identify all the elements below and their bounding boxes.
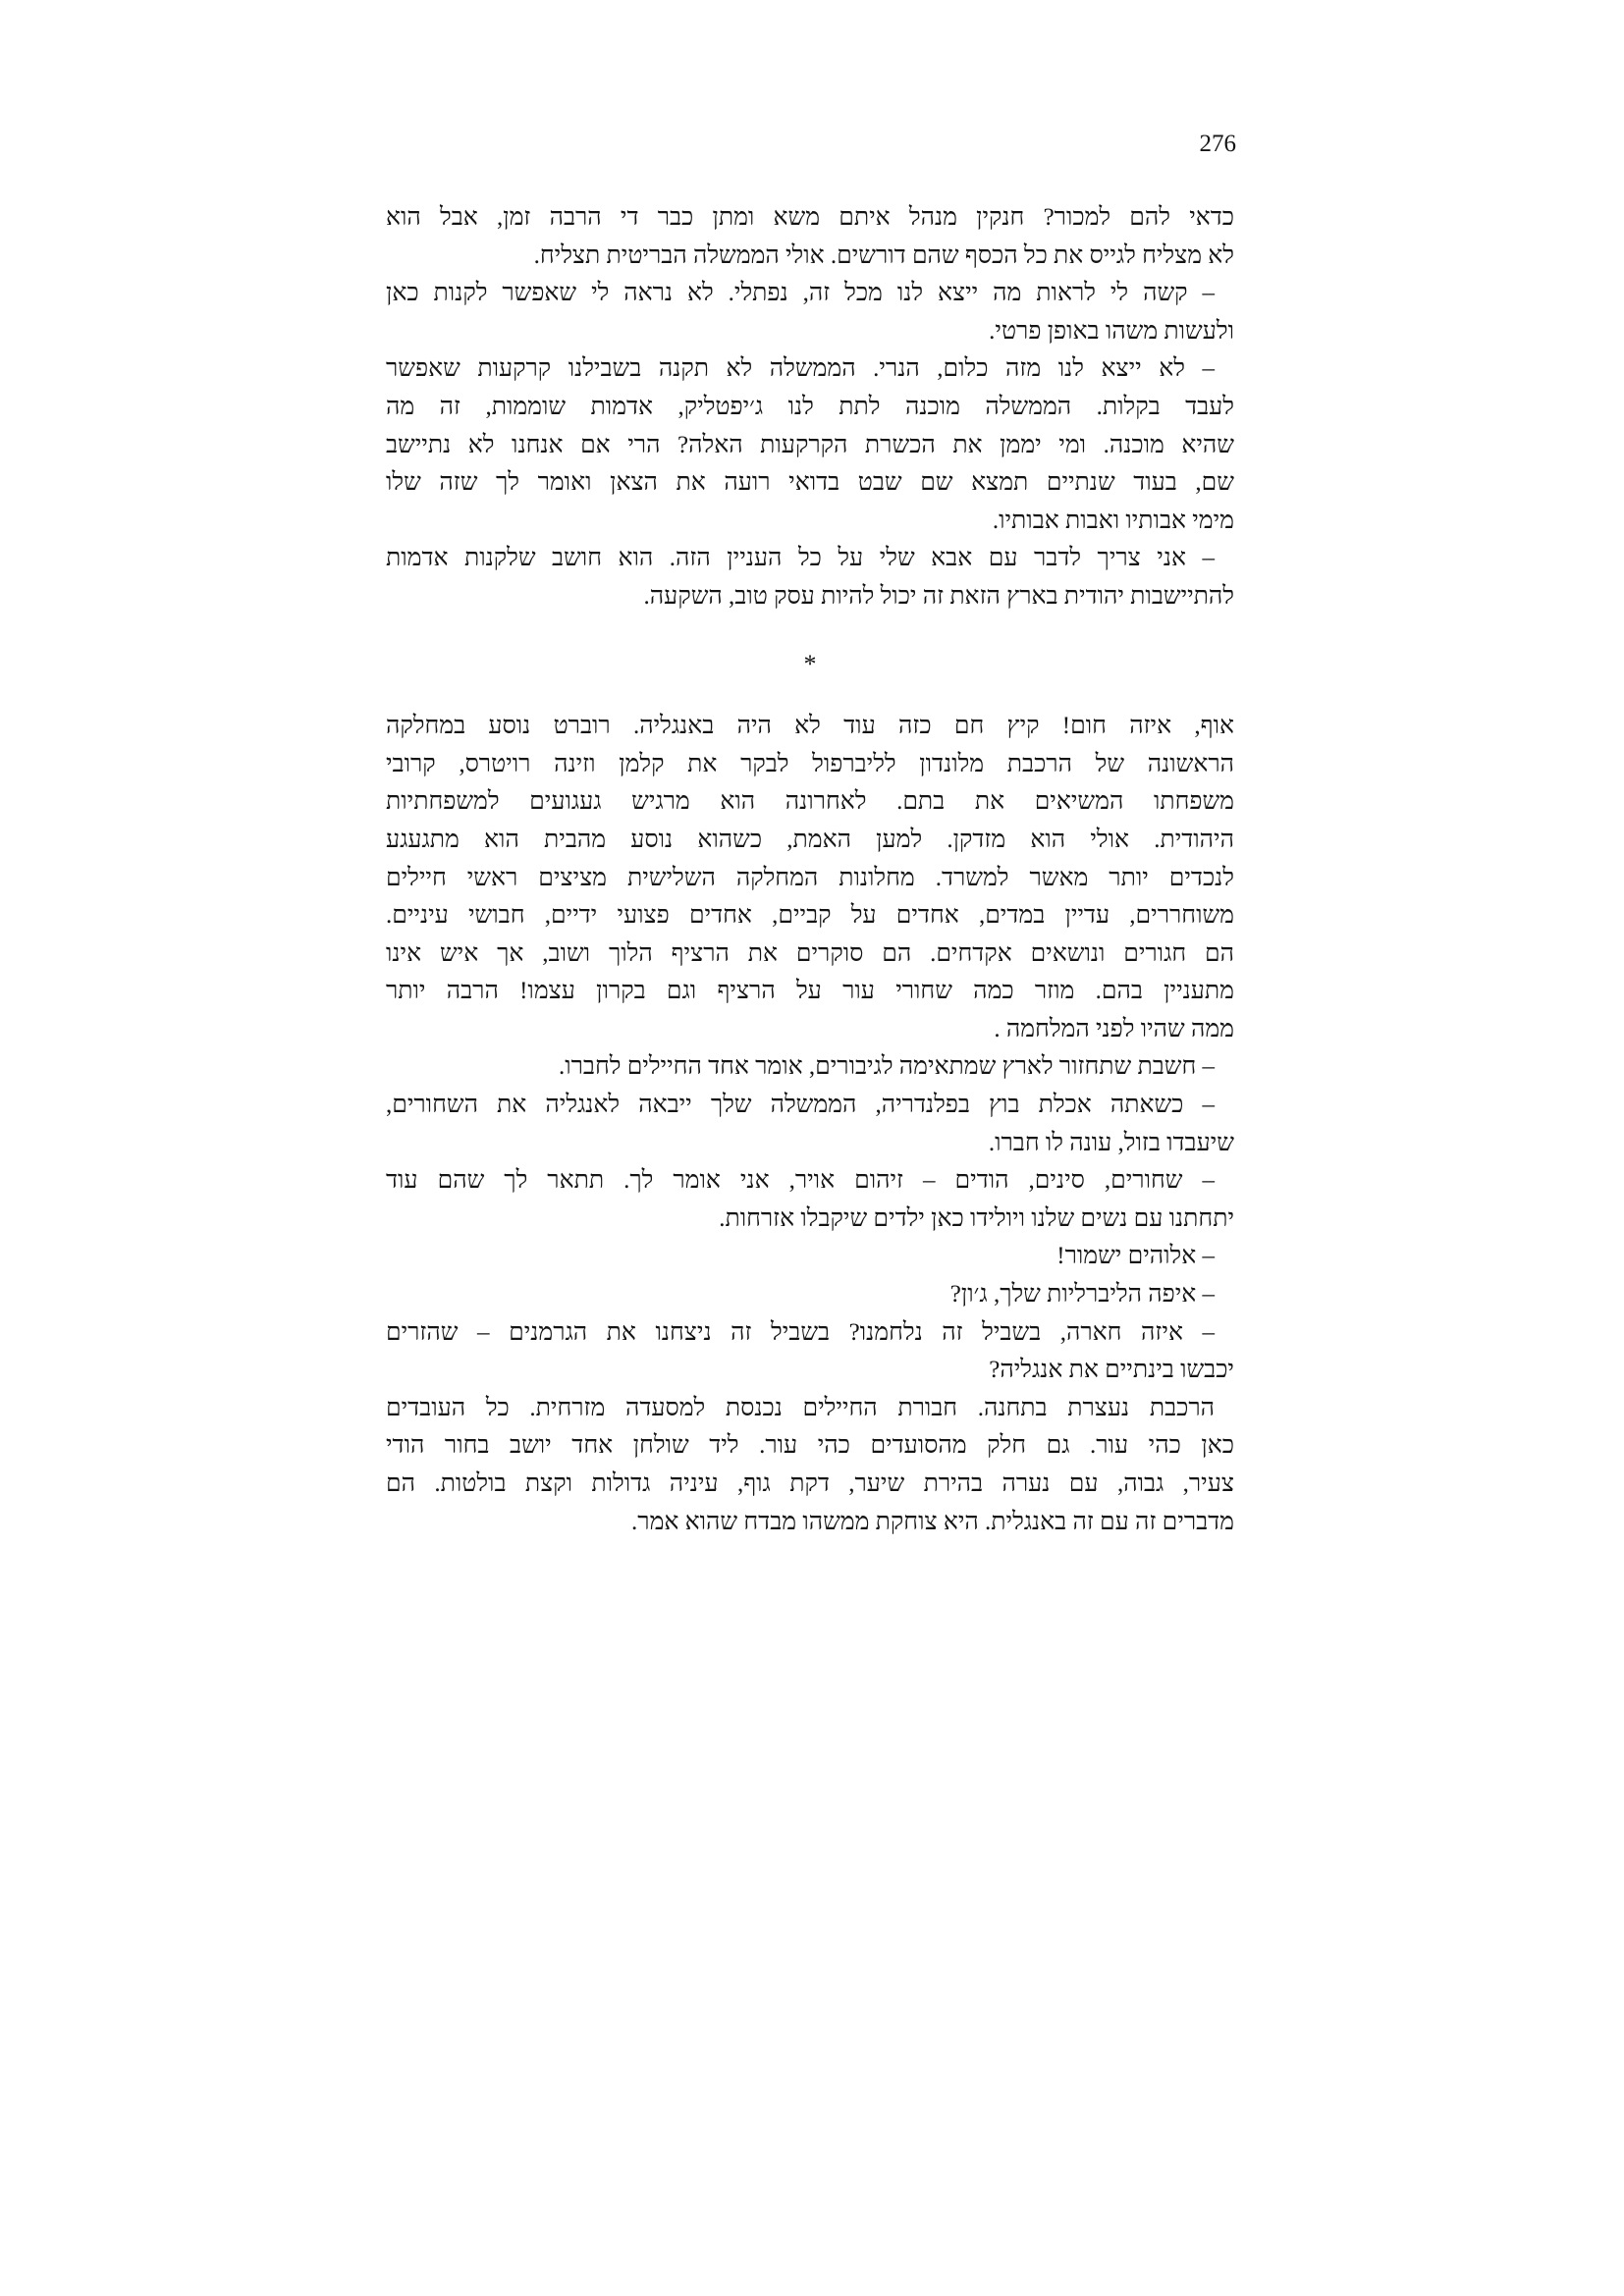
- text-line: היהודית. אולי הוא מזדקן. למען האמת, כשהוא נוסע מהבית הוא מתגעגע: [386, 826, 1234, 853]
- dialogue-paragraph: [386, 1238, 1234, 1276]
- paragraph: [386, 199, 1234, 275]
- text-line: – אלוהים ישמור!: [1056, 1243, 1215, 1270]
- text-line: כדאי להם למכור? חנקין מנהל איתם משא ומתן כבר די הרבה זמן, אבל הוא: [386, 204, 1234, 231]
- dialogue-paragraph: [386, 350, 1234, 540]
- text-line: לעבד בקלות. הממשלה מוכנה לתת לנו ג׳יפטליק, אדמות שוממות, זה מה: [386, 393, 1234, 420]
- text-line: – שחורים, סינים, הודים – זיהום אויר, אני אומר לך. תתאר לך שהם עוד: [386, 1167, 1215, 1195]
- dialogue-paragraph: [386, 1048, 1234, 1087]
- dialogue-paragraph: [386, 1162, 1234, 1238]
- text-line: מימי אבותיו ואבות אבותיו.: [992, 507, 1234, 534]
- text-line: שיעבדו בזול, עונה לו חברו.: [988, 1129, 1234, 1156]
- text-line: להתיישבות יהודית בארץ הזאת זה יכול להיות עסק טוב, השקעה.: [643, 582, 1234, 610]
- dialogue-paragraph: [386, 1087, 1234, 1162]
- text-line: – איזה חארה, בשביל זה נלחמנו? בשביל זה ניצחנו את הגרמנים – שהזרים: [386, 1318, 1215, 1346]
- page-number: 276: [1199, 131, 1236, 157]
- text-line: ממה שהיו לפני המלחמה .: [994, 1015, 1234, 1042]
- dialogue-paragraph: [386, 1314, 1234, 1390]
- text-line: – קשה לי לראות מה ייצא לנו מכל זה, נפתלי. לא נראה לי שאפשר לקנות כאן: [386, 280, 1215, 307]
- text-line: לנכדים יותר מאשר למשרד. מחלונות המחלקה השלישית מציצים ראשי חיילים: [386, 864, 1234, 891]
- text-line: – אני צריך לדבר עם אבא שלי על כל העניין הזה. הוא חושב שלקנות אדמות: [386, 545, 1215, 572]
- dialogue-paragraph: [386, 275, 1234, 350]
- text-line: לא מצליח לגייס את כל הכסף שהם דורשים. אולי הממשלה הבריטית תצליח.: [533, 241, 1234, 269]
- text-line: משוחררים, עדיין במדים, אחדים על קביים, אחדים פצועי ידיים, חבושי עיניים.: [386, 902, 1234, 930]
- text-line: הם חגורים ונושאים אקדחים. הם סוקרים את הרציף הלוך ושוב, אך איש אינו: [386, 939, 1234, 967]
- text-line: מתעניין בהם. מוזר כמה שחורי עור על הרציף וגם בקרון עצמו! הרבה יותר: [386, 978, 1234, 1005]
- text-line: יתחתנו עם נשים שלנו ויולידו כאן ילדים שיקבלו אזרחות.: [719, 1204, 1234, 1232]
- paragraph: [386, 708, 1234, 1048]
- text-line: – חשבת שתחזור לארץ שמתאימה לגיבורים, אומר אחד החיילים לחברו.: [558, 1053, 1215, 1081]
- section-separator-asterisk: *: [803, 649, 817, 678]
- text-line: אוף, איזה חום! קיץ חם כזה עוד לא היה באנגליה. רוברט נוסע במחלקה: [386, 713, 1234, 740]
- text-line: מדברים זה עם זה באנגלית. היא צוחקת ממשהו מבדח שהוא אמר.: [631, 1508, 1234, 1535]
- text-line: – איפה הליברליות שלך, ג׳ון?: [949, 1281, 1215, 1308]
- text-line: הרכבת נעצרת בתחנה. חבורת החיילים נכנסת למסעדה מזרחית. כל העובדים: [386, 1394, 1215, 1421]
- text-line: שהיא מוכנה. ומי יממן את הכשרת הקרקעות האלה? הרי אם אנחנו לא נתיישב: [386, 431, 1234, 458]
- text-line: צעיר, גבוה, עם נערה בהירת שיער, דקת גוף, עיניה גדולות וקצת בולטות. הם: [386, 1470, 1234, 1497]
- text-line: שם, בעוד שנתיים תמצא שם שבט בדואי רועה את הצאן ואומר לך שזה שלו: [386, 469, 1234, 497]
- document-body: [386, 199, 1234, 1541]
- text-line: משפחתו המשיאים את בתם. לאחרונה הוא מרגיש געגועים למשפחתיות: [386, 788, 1234, 816]
- paragraph: [386, 1390, 1234, 1541]
- text-line: כאן כהי עור. גם חלק מהסועדים כהי עור. ליד שולחן אחד יושב בחור הודי: [386, 1432, 1234, 1460]
- dialogue-paragraph: [386, 1276, 1234, 1314]
- text-line: הראשונה של הרכבת מלונדון לליברפול לבקר את קלמן וזינה רויטרס, קרובי: [386, 750, 1234, 777]
- text-line: יכבשו בינתיים את אנגליה?: [989, 1357, 1234, 1384]
- text-line: – כשאתה אכלת בוץ בפלנדריה, הממשלה שלך ייבאה לאנגליה את השחורים,: [386, 1092, 1215, 1119]
- dialogue-paragraph: [386, 540, 1234, 615]
- text-line: ולעשות משהו באופן פרטי.: [989, 317, 1234, 345]
- text-line: – לא ייצא לנו מזה כלום, הנרי. הממשלה לא תקנה בשבילנו קרקעות שאפשר: [386, 355, 1215, 383]
